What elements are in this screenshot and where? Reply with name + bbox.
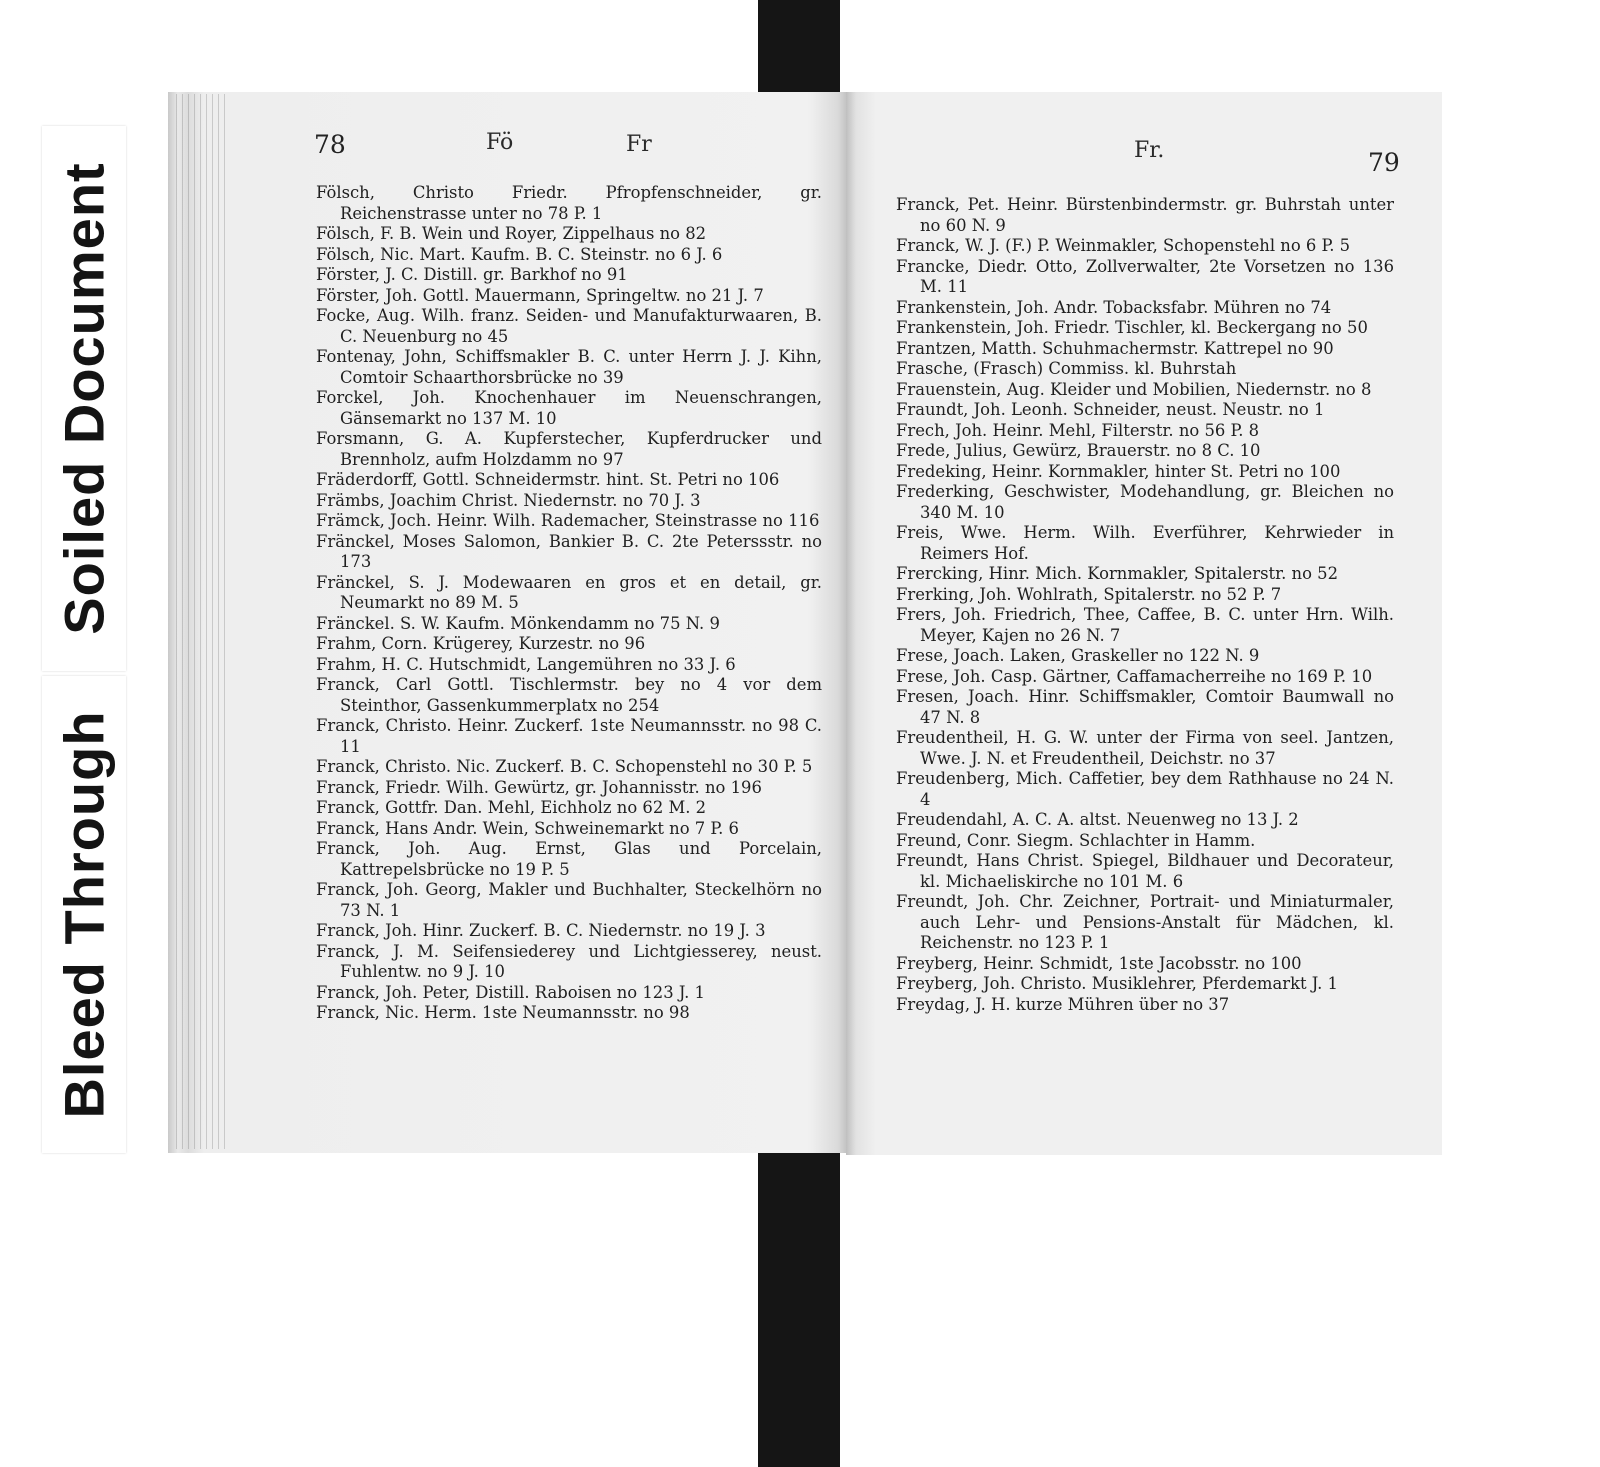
directory-entry: Frese, Joh. Casp. Gärtner, Caffamacherreihe no 169 P. 10 [896,666,1373,686]
directory-entry: Franck, Joh. Aug. Ernst, Glas und Porcelain, Kattrepelsbrücke no 19 P. 5 [316,839,822,879]
left-directory-entries [316,183,822,1024]
directory-entry: Frankenstein, Joh. Friedr. Tischler, kl. Beckergang no 50 [896,318,1368,337]
directory-entry: Franck, Pet. Heinr. Bürstenbindermstr. gr. Buhrstah unter no 60 N. 9 [896,195,1394,235]
directory-entry: Fresen, Joach. Hinr. Schiffsmakler, Comtoir Baumwall no 47 N. 8 [896,687,1394,727]
directory-entry: Freyberg, Joh. Christo. Musiklehrer, Pferdemarkt J. 1 [896,974,1338,993]
directory-entry: Frasche, (Frasch) Commiss. kl. Buhrstah [896,359,1237,378]
directory-entry: Fölsch, Christo Friedr. Pfropfenschneider, gr. Reichenstrasse unter no 78 P. 1 [316,183,822,223]
directory-entry: Fränckel, Moses Salomon, Bankier B. C. 2te Peterssstr. no 173 [316,531,822,571]
bleed-through-text: Bleed Through [52,710,116,1119]
directory-entry: Freis, Wwe. Herm. Wilh. Everführer, Kehrwieder in Reimers Hof. [896,523,1394,563]
directory-entry: Franck, Gottfr. Dan. Mehl, Eichholz no 62 M. 2 [316,798,707,817]
directory-entry: Franck, Hans Andr. Wein, Schweinemarkt no 7 P. 6 [316,818,739,838]
binding-strip-bottom [758,1150,840,1467]
directory-entry: Främbs, Joachim Christ. Niedernstr. no 70 J. 3 [316,490,701,510]
directory-entry: Franck, Joh. Georg, Makler und Buchhalter, Steckelhörn no 73 N. 1 [316,880,822,920]
directory-entry: Frers, Joh. Friedrich, Thee, Caffee, B. C. unter Hrn. Wilh. Meyer, Kajen no 26 N. 7 [896,605,1394,645]
directory-entry: Frederking, Geschwister, Modehandlung, gr. Bleichen no 340 M. 10 [896,482,1394,522]
directory-entry: Fränckel. S. W. Kaufm. Mönkendamm no 75 N. 9 [316,613,720,633]
directory-entry: Frantzen, Matth. Schuhmachermstr. Kattrepel no 90 [896,338,1334,358]
directory-entry: Frankenstein, Joh. Andr. Tobacksfabr. Mühren no 74 [896,297,1332,317]
directory-entry: Frech, Joh. Heinr. Mehl, Filterstr. no 56 P. 8 [896,420,1260,440]
directory-entry: Frerking, Joh. Wohlrath, Spitalerstr. no 52 P. 7 [896,584,1282,604]
directory-entry: Freund, Conr. Siegm. Schlachter in Hamm. [896,830,1256,850]
directory-entry: Franck, W. J. (F.) P. Weinmakler, Schopenstehl no 6 P. 5 [896,236,1351,255]
directory-entry: Freundt, Hans Christ. Spiegel, Bildhauer und Decorateur, kl. Michaeliskirche no 101 M. 6 [896,851,1394,891]
directory-entry: Franck, Joh. Peter, Distill. Raboisen no 123 J. 1 [316,982,705,1002]
page-edges [176,94,228,1149]
bleed-through-label [42,676,126,1153]
directory-entry: Fölsch, F. B. Wein und Royer, Zippelhaus no 82 [316,224,707,243]
left-running-head-start: Fö [486,130,514,155]
directory-entry: Förster, Joh. Gottl. Mauermann, Springeltw. no 21 J. 7 [316,285,764,305]
directory-entry: Frahm, Corn. Krügerey, Kurzestr. no 96 [316,634,646,653]
directory-entry: Franck, Christo. Heinr. Zuckerf. 1ste Neumannsstr. no 98 C. 11 [316,716,822,756]
directory-entry: Freyberg, Heinr. Schmidt, 1ste Jacobsstr. no 100 [896,953,1302,973]
directory-entry: Fontenay, John, Schiffsmakler B. C. unter Herrn J. J. Kihn, Comtoir Schaarthorsbrücke no 39 [316,347,822,387]
directory-entry: Franck, Friedr. Wilh. Gewürtz, gr. Johannisstr. no 196 [316,777,762,797]
directory-entry: Främck, Joch. Heinr. Wilh. Rademacher, Steinstrasse no 116 [316,511,820,530]
directory-entry: Franck, Nic. Herm. 1ste Neumannsstr. no 98 [316,1003,690,1022]
directory-entry: Förster, J. C. Distill. gr. Barkhof no 91 [316,265,628,284]
directory-entry: Freundt, Joh. Chr. Zeichner, Portrait- und Miniaturmaler, auch Lehr- und Pensions-Anstalt für Mädchen, kl. Reichenstr. no 123 P. 1 [896,892,1394,952]
directory-entry: Franck, Carl Gottl. Tischlermstr. bey no 4 vor dem Steinthor, Gassenkummerplatx no 254 [316,675,822,715]
directory-entry: Frercking, Hinr. Mich. Kornmakler, Spitalerstr. no 52 [896,564,1339,583]
right-page-number: 79 [1368,148,1400,177]
directory-entry: Frahm, H. C. Hutschmidt, Langemühren no 33 J. 6 [316,654,736,674]
right-running-head: Fr. [1134,138,1165,163]
directory-entry: Franck, J. M. Seifensiederey und Lichtgiesserey, neust. Fuhlentw. no 9 J. 10 [316,941,822,981]
directory-entry: Freudenberg, Mich. Caffetier, bey dem Rathhause no 24 N. 4 [896,769,1394,809]
directory-entry: Freudentheil, H. G. W. unter der Firma von seel. Jantzen, Wwe. J. N. et Freudentheil, Deichstr. no 37 [896,728,1394,768]
left-page-number: 78 [314,130,346,159]
directory-entry: Focke, Aug. Wilh. franz. Seiden- und Manufakturwaaren, B. C. Neuenburg no 45 [316,306,822,346]
directory-entry: Freudendahl, A. C. A. altst. Neuenweg no 13 J. 2 [896,810,1299,829]
directory-entry: Franck, Joh. Hinr. Zuckerf. B. C. Niedernstr. no 19 J. 3 [316,921,766,940]
soiled-document-text: Soiled Document [52,162,116,635]
left-running-head-end: Fr [626,132,652,157]
directory-entry: Fräderdorff, Gottl. Schneidermstr. hint. St. Petri no 106 [316,470,780,489]
directory-entry: Forckel, Joh. Knochenhauer im Neuenschrangen, Gänsemarkt no 137 M. 10 [316,388,822,428]
directory-entry: Freydag, J. H. kurze Mühren über no 37 [896,994,1230,1014]
right-directory-entries [896,195,1394,1015]
directory-entry: Francke, Diedr. Otto, Zollverwalter, 2te Vorsetzen no 136 M. 11 [896,256,1394,296]
directory-entry: Fraundt, Joh. Leonh. Schneider, neust. Neustr. no 1 [896,400,1325,419]
directory-entry: Frede, Julius, Gewürz, Brauerstr. no 8 C. 10 [896,441,1261,460]
directory-entry: Franck, Christo. Nic. Zuckerf. B. C. Schopenstehl no 30 P. 5 [316,757,813,776]
directory-entry: Fränckel, S. J. Modewaaren en gros et en detail, gr. Neumarkt no 89 M. 5 [316,572,822,612]
directory-entry: Fredeking, Heinr. Kornmakler, hinter St. Petri no 100 [896,461,1341,481]
directory-entry: Frese, Joach. Laken, Graskeller no 122 N. 9 [896,646,1260,665]
directory-entry: Fölsch, Nic. Mart. Kaufm. B. C. Steinstr. no 6 J. 6 [316,244,723,264]
directory-entry: Forsmann, G. A. Kupferstecher, Kupferdrucker und Brennholz, aufm Holzdamm no 97 [316,429,822,469]
soiled-document-label [42,126,126,671]
directory-entry: Frauenstein, Aug. Kleider und Mobilien, Niedernstr. no 8 [896,379,1372,399]
